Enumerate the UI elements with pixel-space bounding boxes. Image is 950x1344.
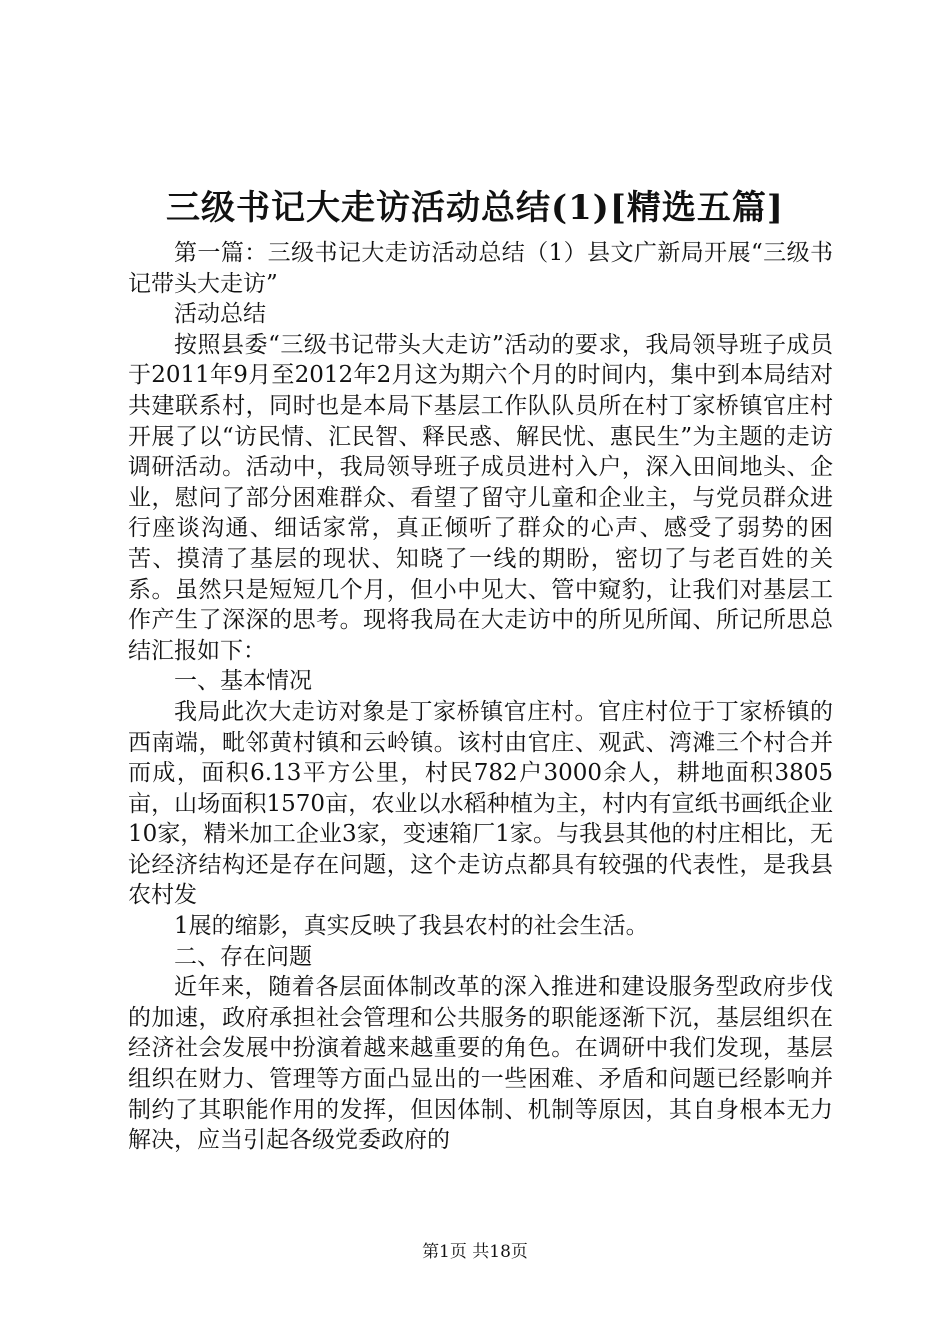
paragraph-continuation: 1展的缩影，真实反映了我县农村的社会生活。 — [174, 913, 649, 940]
document-title: 三级书记大走访活动总结(1)[精选五篇] — [165, 188, 784, 228]
paragraph-intro: 按照县委“三级书记带头大走访”活动的要求，我局领导班子成员于2011年9月至2012年2月这为期六个月的时间内，集中到本局结对共建联系村，同时也是本局下基层工作队队员所在村丁家桥镇官庄村开展了以“访民情、汇民智、释民惑、解民忧、惠民生”为主题的走访调研活动。活动中，我局领导班子成员进村入户，深入田间地头、企业，慰问了部分困难群众、看望了留守儿童和企业主，与党员群众进行座谈沟通、细话家常，真正倾听了群众的心声、感受了弱势的困苦、摸清了基层的现状、知晓了一线的期盼，密切了与老百姓的关系。虽然只是短短几个月，但小中见大、管中窥豹，让我们对基层工作产生了深深的思考。现将我局在大走访中的所见所闻、所记所思总结汇报如下： — [128, 331, 833, 664]
paragraph-problems: 近年来，随着各层面体制改革的深入推进和建设服务型政府步伐的加速，政府承担社会管理和公共服务的职能逐渐下沉，基层组织在经济社会发展中扮演着越来越重要的角色。在调研中我们发现，基层组织在财力、管理等方面凸显出的一些困难、矛盾和问题已经影响并制约了其职能作用的发挥，但因体制、机制等原因，其自身根本无力解决，应当引起各级党委政府的 — [128, 974, 833, 1154]
section-heading-basic-situation: 一、基本情况 — [174, 668, 312, 695]
document-body — [128, 238, 833, 1156]
section-heading-problems: 二、存在问题 — [174, 943, 312, 970]
paragraph-chapter-heading: 第一篇：三级书记大走访活动总结（1）县文广新局开展“三级书记带头大走访” — [128, 240, 833, 297]
page-footer: 第1页 共18页 — [422, 1242, 528, 1262]
paragraph-basic-situation: 我局此次大走访对象是丁家桥镇官庄村。官庄村位于丁家桥镇的西南端，毗邻黄村镇和云岭镇。该村由官庄、观武、湾滩三个村合并而成，面积6.13平方公里，村民782户3000余人，耕地面积3805亩，山场面积1570亩，农业以水稻种植为主，村内有宣纸书画纸企业10家，精米加工企业3家，变速箱厂1家。与我县其他的村庄相比，无论经济结构还是存在问题，这个走访点都具有较强的代表性，是我县农村发 — [128, 698, 833, 909]
paragraph-subtitle: 活动总结 — [174, 301, 266, 328]
